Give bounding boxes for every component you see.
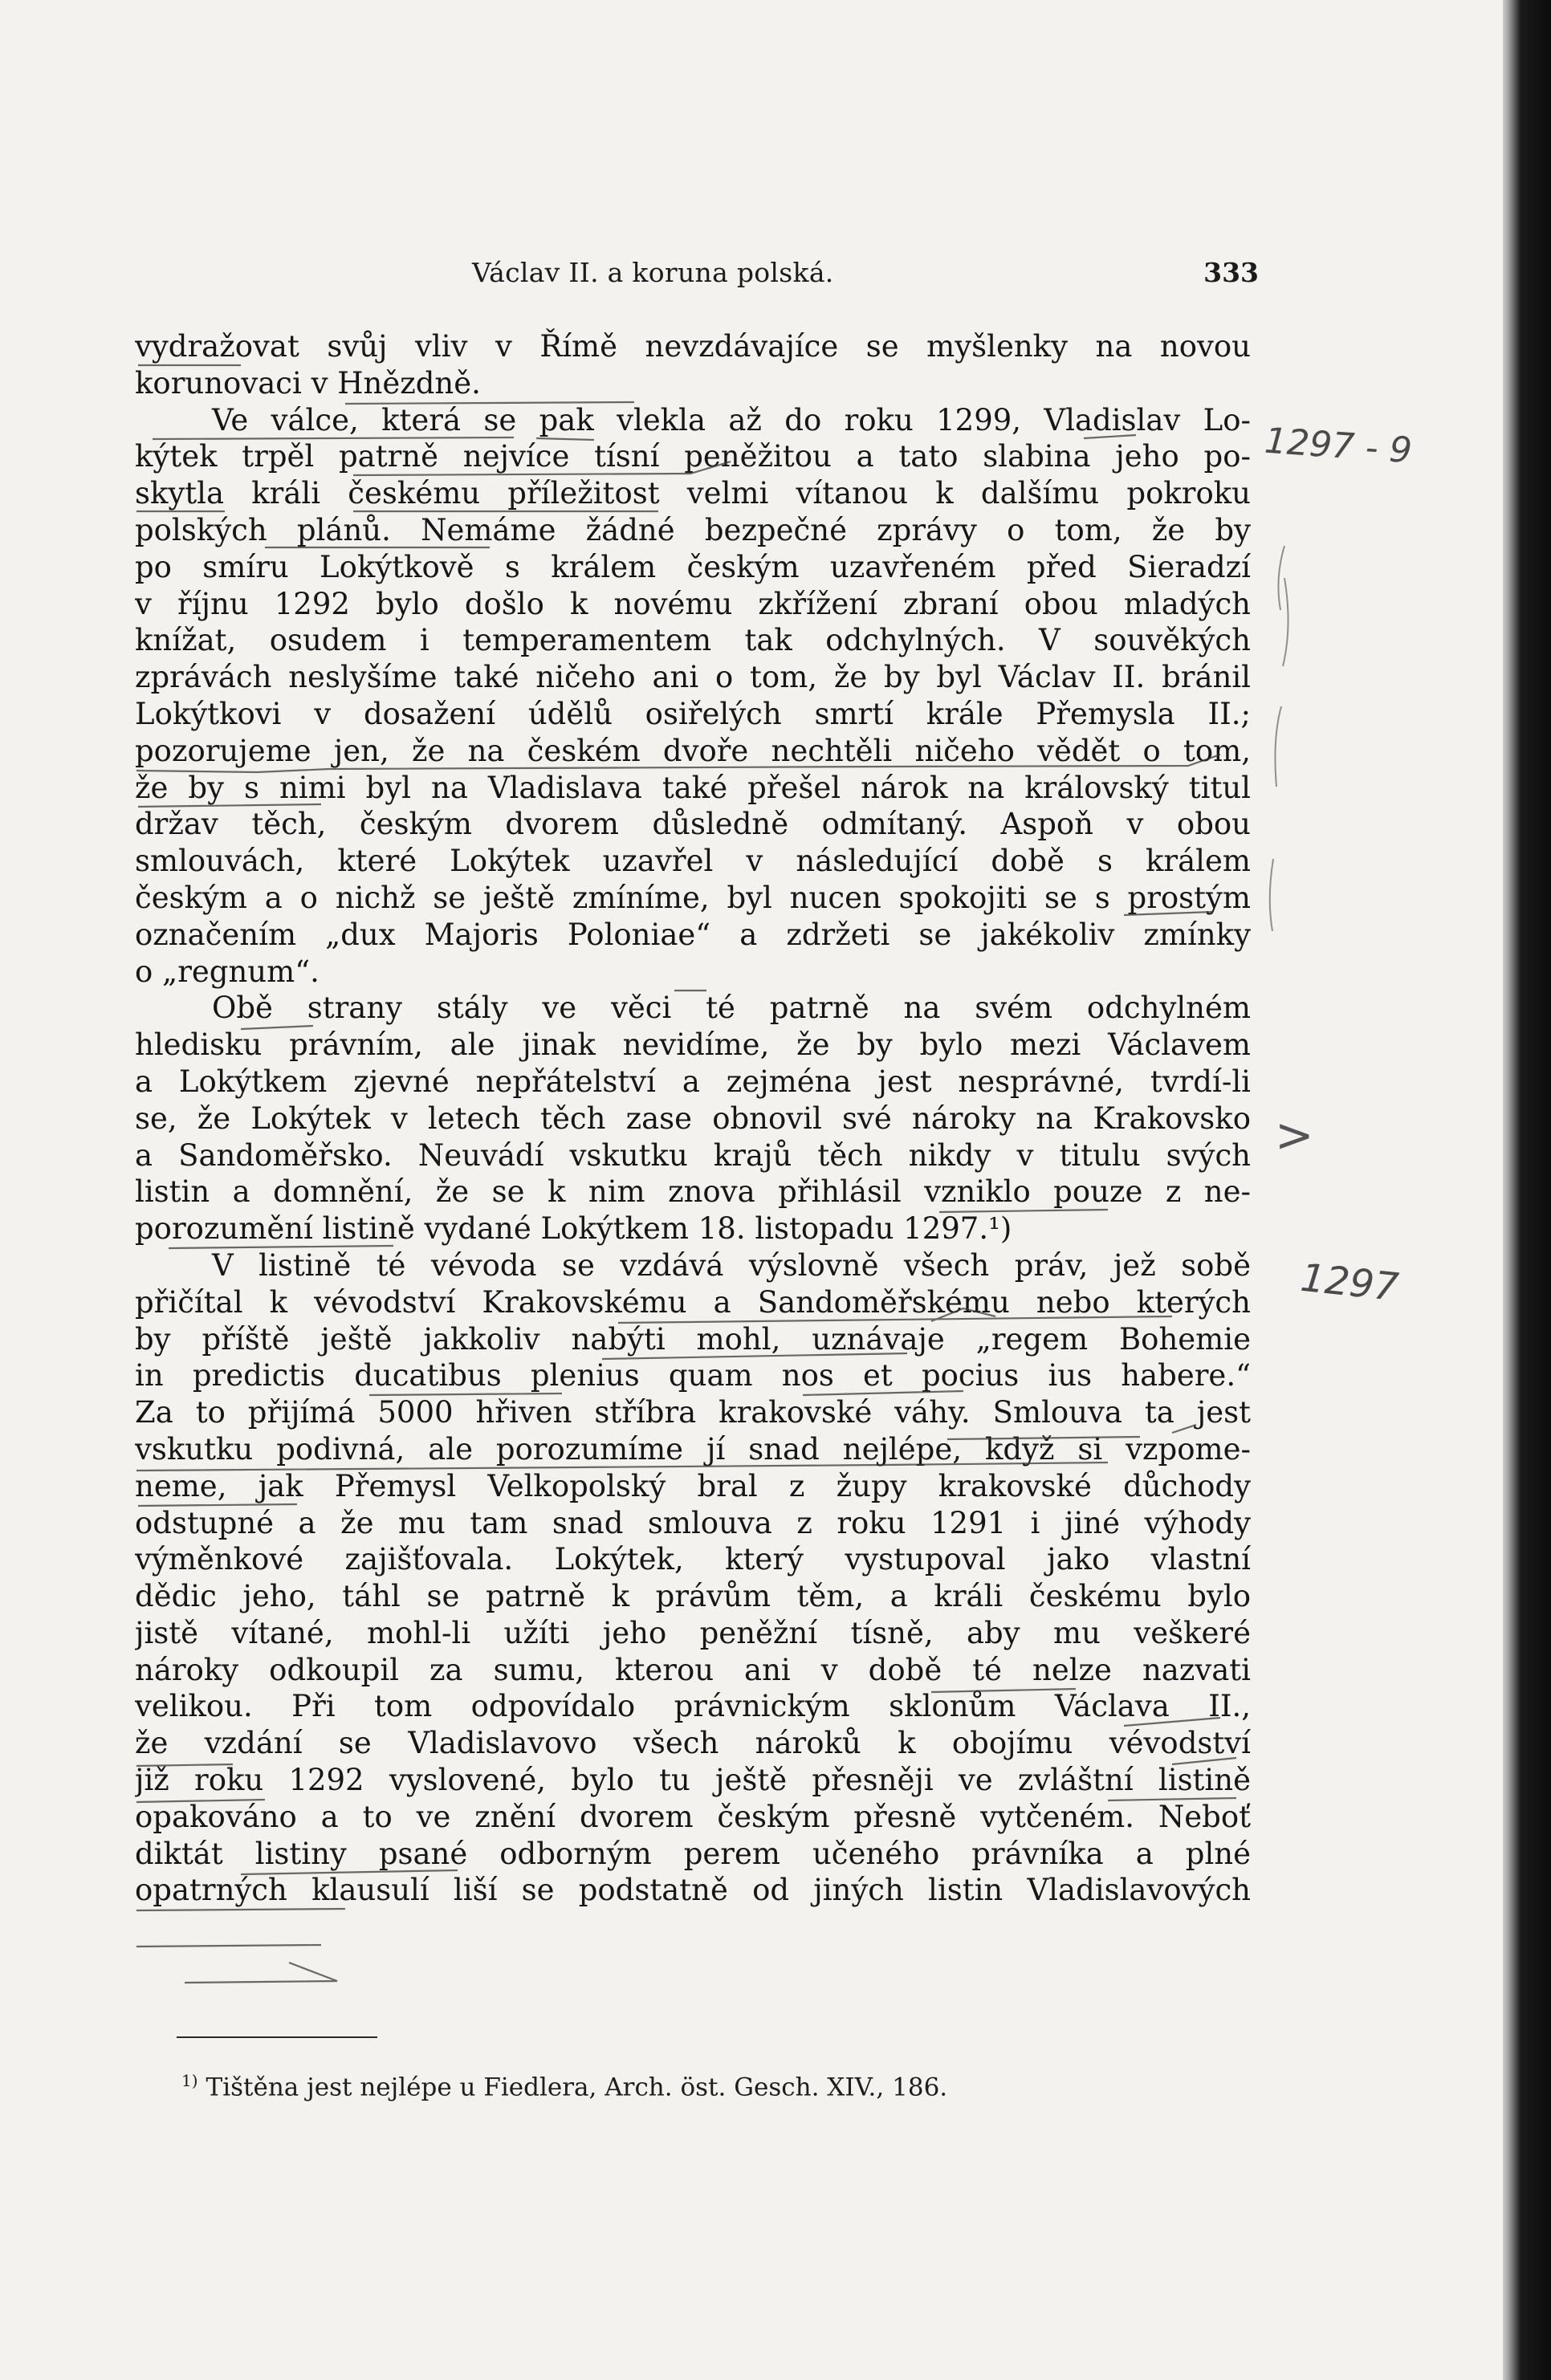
text-line: držav těch, českým dvorem důsledně odmítaný. Aspoň v obou — [135, 807, 1251, 842]
running-title: Václav II. a koruna polská. — [472, 257, 834, 288]
text-line: dědic jeho, táhl se patrně k právům těm, a králi českému bylo — [135, 1579, 1251, 1614]
text-line: pozorujeme jen, že na českém dvoře nechtěli ničeho vědět o tom, — [135, 733, 1251, 768]
text-line: V listině té vévoda se vzdává výslovně všech práv, jež sobě — [212, 1247, 1251, 1283]
text-line: diktát listiny psané odborným perem učeného právníka a plné — [135, 1836, 1251, 1871]
text-line: již roku 1292 vyslovené, bylo tu ještě přesněji ve zvláštní listině — [135, 1763, 1251, 1798]
text-line: knížat, osudem i temperamentem tak odchylných. V souvěkých — [135, 623, 1251, 658]
text-line: polských plánů. Nemáme žádné bezpečné zprávy o tom, že by — [135, 512, 1251, 547]
text-line: označením „dux Majoris Poloniae“ a zdržeti se jakékoliv zmínky — [135, 917, 1251, 952]
text-line: odstupné a že mu tam snad smlouva z roku 1291 i jiné výhody — [135, 1505, 1251, 1540]
footnote-rule — [177, 2036, 377, 2038]
text-line: kýtek trpěl patrně nejvíce tísní peněžitou a tato slabina jeho po- — [135, 439, 1251, 474]
text-line: zprávách neslyšíme také ničeho ani o tom, že by byl Václav II. bránil — [135, 660, 1251, 695]
text-line: smlouvách, které Lokýtek uzavřel v následující době s králem — [135, 844, 1251, 879]
text-line: listin a domnění, že se k nim znova přihlásil vzniklo pouze z ne- — [135, 1174, 1251, 1210]
footnote-text: Tištěna jest nejlépe u Fiedlera, Arch. öst. Gesch. XIV., 186. — [206, 2073, 948, 2102]
text-line: by příště ještě jakkoliv nabýti mohl, uznávaje „regem Bohemie — [135, 1321, 1251, 1357]
text-line: po smíru Lokýtkově s králem českým uzavřeném před Sieradzí — [135, 549, 1251, 584]
text-line: opakováno a to ve znění dvorem českým přesně vytčeném. Neboť — [135, 1799, 1251, 1834]
page-number: 333 — [1203, 257, 1259, 288]
text-line: opatrných klausulí liší se podstatně od jiných listin Vladislavových — [135, 1873, 1251, 1908]
text-line: in predictis ducatibus plenius quam nos et pocius ius habere.“ — [135, 1358, 1251, 1393]
margin-note-year: 1297 — [1298, 1255, 1401, 1311]
footnote — [181, 2071, 1257, 2101]
text-line: vydražovat svůj vliv v Římě nevzdávajíce se myšlenky na novou — [135, 329, 1251, 364]
text-line: výměnkové zajišťovala. Lokýtek, který vystupoval jako vlastní — [135, 1542, 1251, 1577]
page-edge — [1503, 0, 1551, 2380]
text-line: o „regnum“. — [135, 954, 320, 989]
text-line: a Lokýtkem zjevné nepřátelství a zejména jest nesprávné, tvrdí-li — [135, 1064, 1251, 1099]
text-line: neme, jak Přemysl Velkopolský bral z župy krakovské důchody — [135, 1468, 1251, 1503]
text-line: že vzdání se Vladislavovo všech nároků k obojímu vévodství — [135, 1726, 1251, 1761]
text-line: a Sandoměřsko. Neuvádí vskutku krajů těch nikdy v titulu svých — [135, 1137, 1251, 1173]
text-line: přičítal k vévodství Krakovskému a Sandoměřskému nebo kterých — [135, 1284, 1251, 1320]
text-line: vskutku podivná, ale porozumíme jí snad nejlépe, když si vzpome- — [135, 1431, 1251, 1467]
text-line: korunovaci v Hnězdně. — [135, 365, 481, 401]
text-line: Ve válce, která se pak vlekla až do roku 1299, Vladislav Lo- — [212, 402, 1251, 437]
margin-note-arrow: > — [1275, 1108, 1314, 1162]
text-line: porozumění listině vydané Lokýtkem 18. listopadu 1297.¹) — [135, 1211, 1012, 1247]
text-line: Lokýtkovi v dosažení údělů osiřelých smrtí krále Přemysla II.; — [135, 696, 1251, 731]
text-line: jistě vítané, mohl-li užíti jeho peněžní tísně, aby mu veškeré — [135, 1615, 1251, 1650]
text-line: velikou. Při tom odpovídalo právnickým sklonům Václava II., — [135, 1689, 1251, 1724]
margin-note-years: 1297 - 9 — [1263, 420, 1414, 472]
text-line: se, že Lokýtek v letech těch zase obnovil své nároky na Krakovsko — [135, 1100, 1251, 1136]
text-line: Obě strany stály ve věci té patrně na svém odchylném — [212, 991, 1251, 1026]
text-line: že by s nimi byl na Vladislava také přešel nárok na královský titul — [135, 770, 1251, 805]
footnote-marker: 1) — [181, 2071, 198, 2090]
text-line: skytla králi českému příležitost velmi vítanou k dalšímu pokroku — [135, 476, 1251, 511]
text-line: Za to přijímá 5000 hřiven stříbra krakovské váhy. Smlouva ta jest — [135, 1395, 1251, 1430]
text-line: českým a o nichž se ještě zmíníme, byl nucen spokojiti se s prostým — [135, 880, 1251, 915]
text-line: hledisku právním, ale jinak nevidíme, že by bylo mezi Václavem — [135, 1027, 1251, 1063]
text-line: nároky odkoupil za sumu, kterou ani v době té nelze nazvati — [135, 1652, 1251, 1687]
text-line: v říjnu 1292 bylo došlo k novému zkřížení zbraní obou mladých — [135, 586, 1251, 621]
